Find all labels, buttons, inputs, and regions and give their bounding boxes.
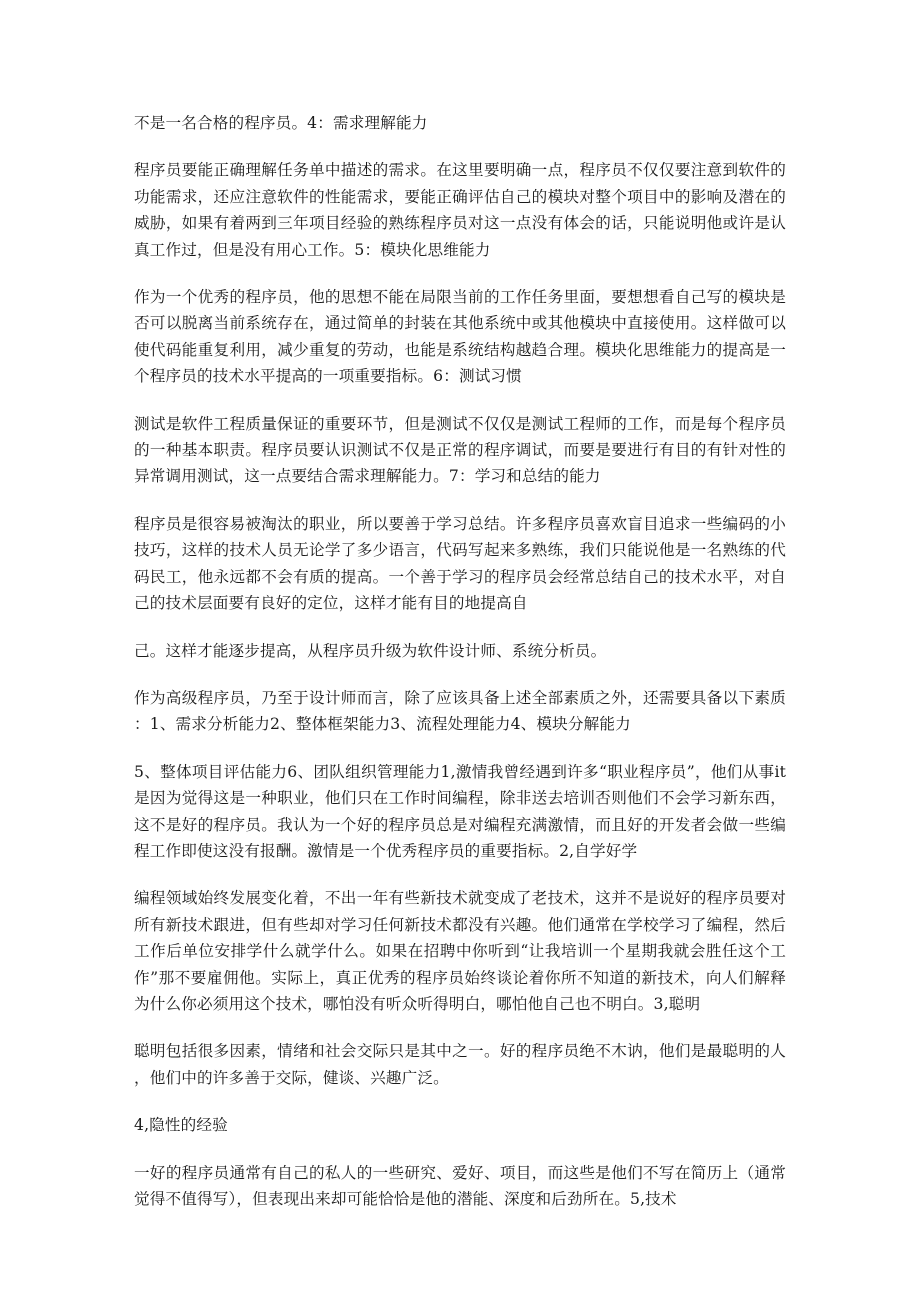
paragraph-hidden-experience-heading: 4,隐性的经验 [134, 1116, 228, 1135]
paragraph-career-upgrade: 己。这样才能逐步提高，从程序员升级为软件设计师、系统分析员。 [134, 641, 607, 660]
paragraph-learning-summary: 程序员是很容易被淘汰的职业，所以要善于学习总结。许多程序员喜欢盲目追求一些编码的小技巧，这样的技术人员无论学了多少语言，代码写起来多熟练，我们只能说他是一名熟练的代码民工，他永远都不会有质的提高。一个善于学习的程序员会经常总结自己的技术水平，对自己的技术层面要有良好的定位，这样才能有目的地提高自 [134, 514, 786, 613]
paragraph-smart: 聪明包括很多因素，情绪和社会交际只是其中之一。好的程序员绝不木讷，他们是最聪明的人，他们中的许多善于交际，健谈、兴趣广泛。 [134, 1042, 786, 1087]
document-body [134, 110, 786, 1233]
paragraph-passion: 5、整体项目评估能力6、团队组织管理能力1,激情我曾经遇到许多“职业程序员”，他们从事it是因为觉得这是一种职业，他们只在工作时间编程，除非送去培训否则他们不会学习新东西，这不是好的程序员。我认为一个好的程序员总是对编程充满激情，而且好的开发者会做一些编程工作即使这没有报酬。激情是一个优秀程序员的重要指标。2,自学好学 [134, 762, 786, 860]
paragraph-senior-qualities: 作为高级程序员，乃至于设计师而言，除了应该具备上述全部素质之外，还需要具备以下素质：1、需求分析能力2、整体框架能力3、流程处理能力4、模块分解能力 [134, 688, 786, 734]
paragraph-requirement-understanding: 程序员要能正确理解任务单中描述的需求。在这里要明确一点，程序员不仅仅要注意到软件的功能需求，还应注意软件的性能需求，要能正确评估自己的模块对整个项目中的影响及潜在的威胁，如果有着两到三年项目经验的熟练程序员对这一点没有体会的话，只能说明他或许是认真工作过，但是没有用心工作。5：模块化思维能力 [134, 161, 786, 259]
paragraph-requirement-heading-tail: 不是一名合格的程序员。4：需求理解能力 [134, 114, 428, 132]
paragraph-hidden-experience: 一好的程序员通常有自己的私人的一些研究、爱好、项目，而这些是他们不写在简历上（通常觉得不值得写），但表现出来却可能恰恰是他的潜能、深度和后劲所在。5,技术 [134, 1163, 786, 1208]
paragraph-testing-habit: 测试是软件工程质量保证的重要环节，但是测试不仅仅是测试工程师的工作，而是每个程序员的一种基本职责。程序员要认识测试不仅是正常的程序调试，而要是要进行有目的有针对性的异常调用测试，这一点要结合需求理解能力。7：学习和总结的能力 [134, 414, 786, 486]
paragraph-self-learning: 编程领域始终发展变化着，不出一年有些新技术就变成了老技术，这并不是说好的程序员要对所有新技术跟进，但有些却对学习任何新技术都没有兴趣。他们通常在学校学习了编程，然后工作后单位安排学什么就学什么。如果在招聘中你听到“让我培训一个星期我就会胜任这个工作”那不要雇佣他。实际上，真正优秀的程序员始终谈论着你所不知道的新技术，向人们解释为什么你必须用这个技术，哪怕没有听众听得明白，哪怕他自己也不明白。3,聪明 [134, 889, 786, 1013]
paragraph-modular-thinking: 作为一个优秀的程序员，他的思想不能在局限当前的工作任务里面，要想想看自己写的模块是否可以脱离当前系统存在，通过简单的封装在其他系统中或其他模块中直接使用。这样做可以使代码能重复利用，减少重复的劳动，也能是系统结构越趋合理。模块化思维能力的提高是一个程序员的技术水平提高的一项重要指标。6：测试习惯 [134, 288, 786, 386]
